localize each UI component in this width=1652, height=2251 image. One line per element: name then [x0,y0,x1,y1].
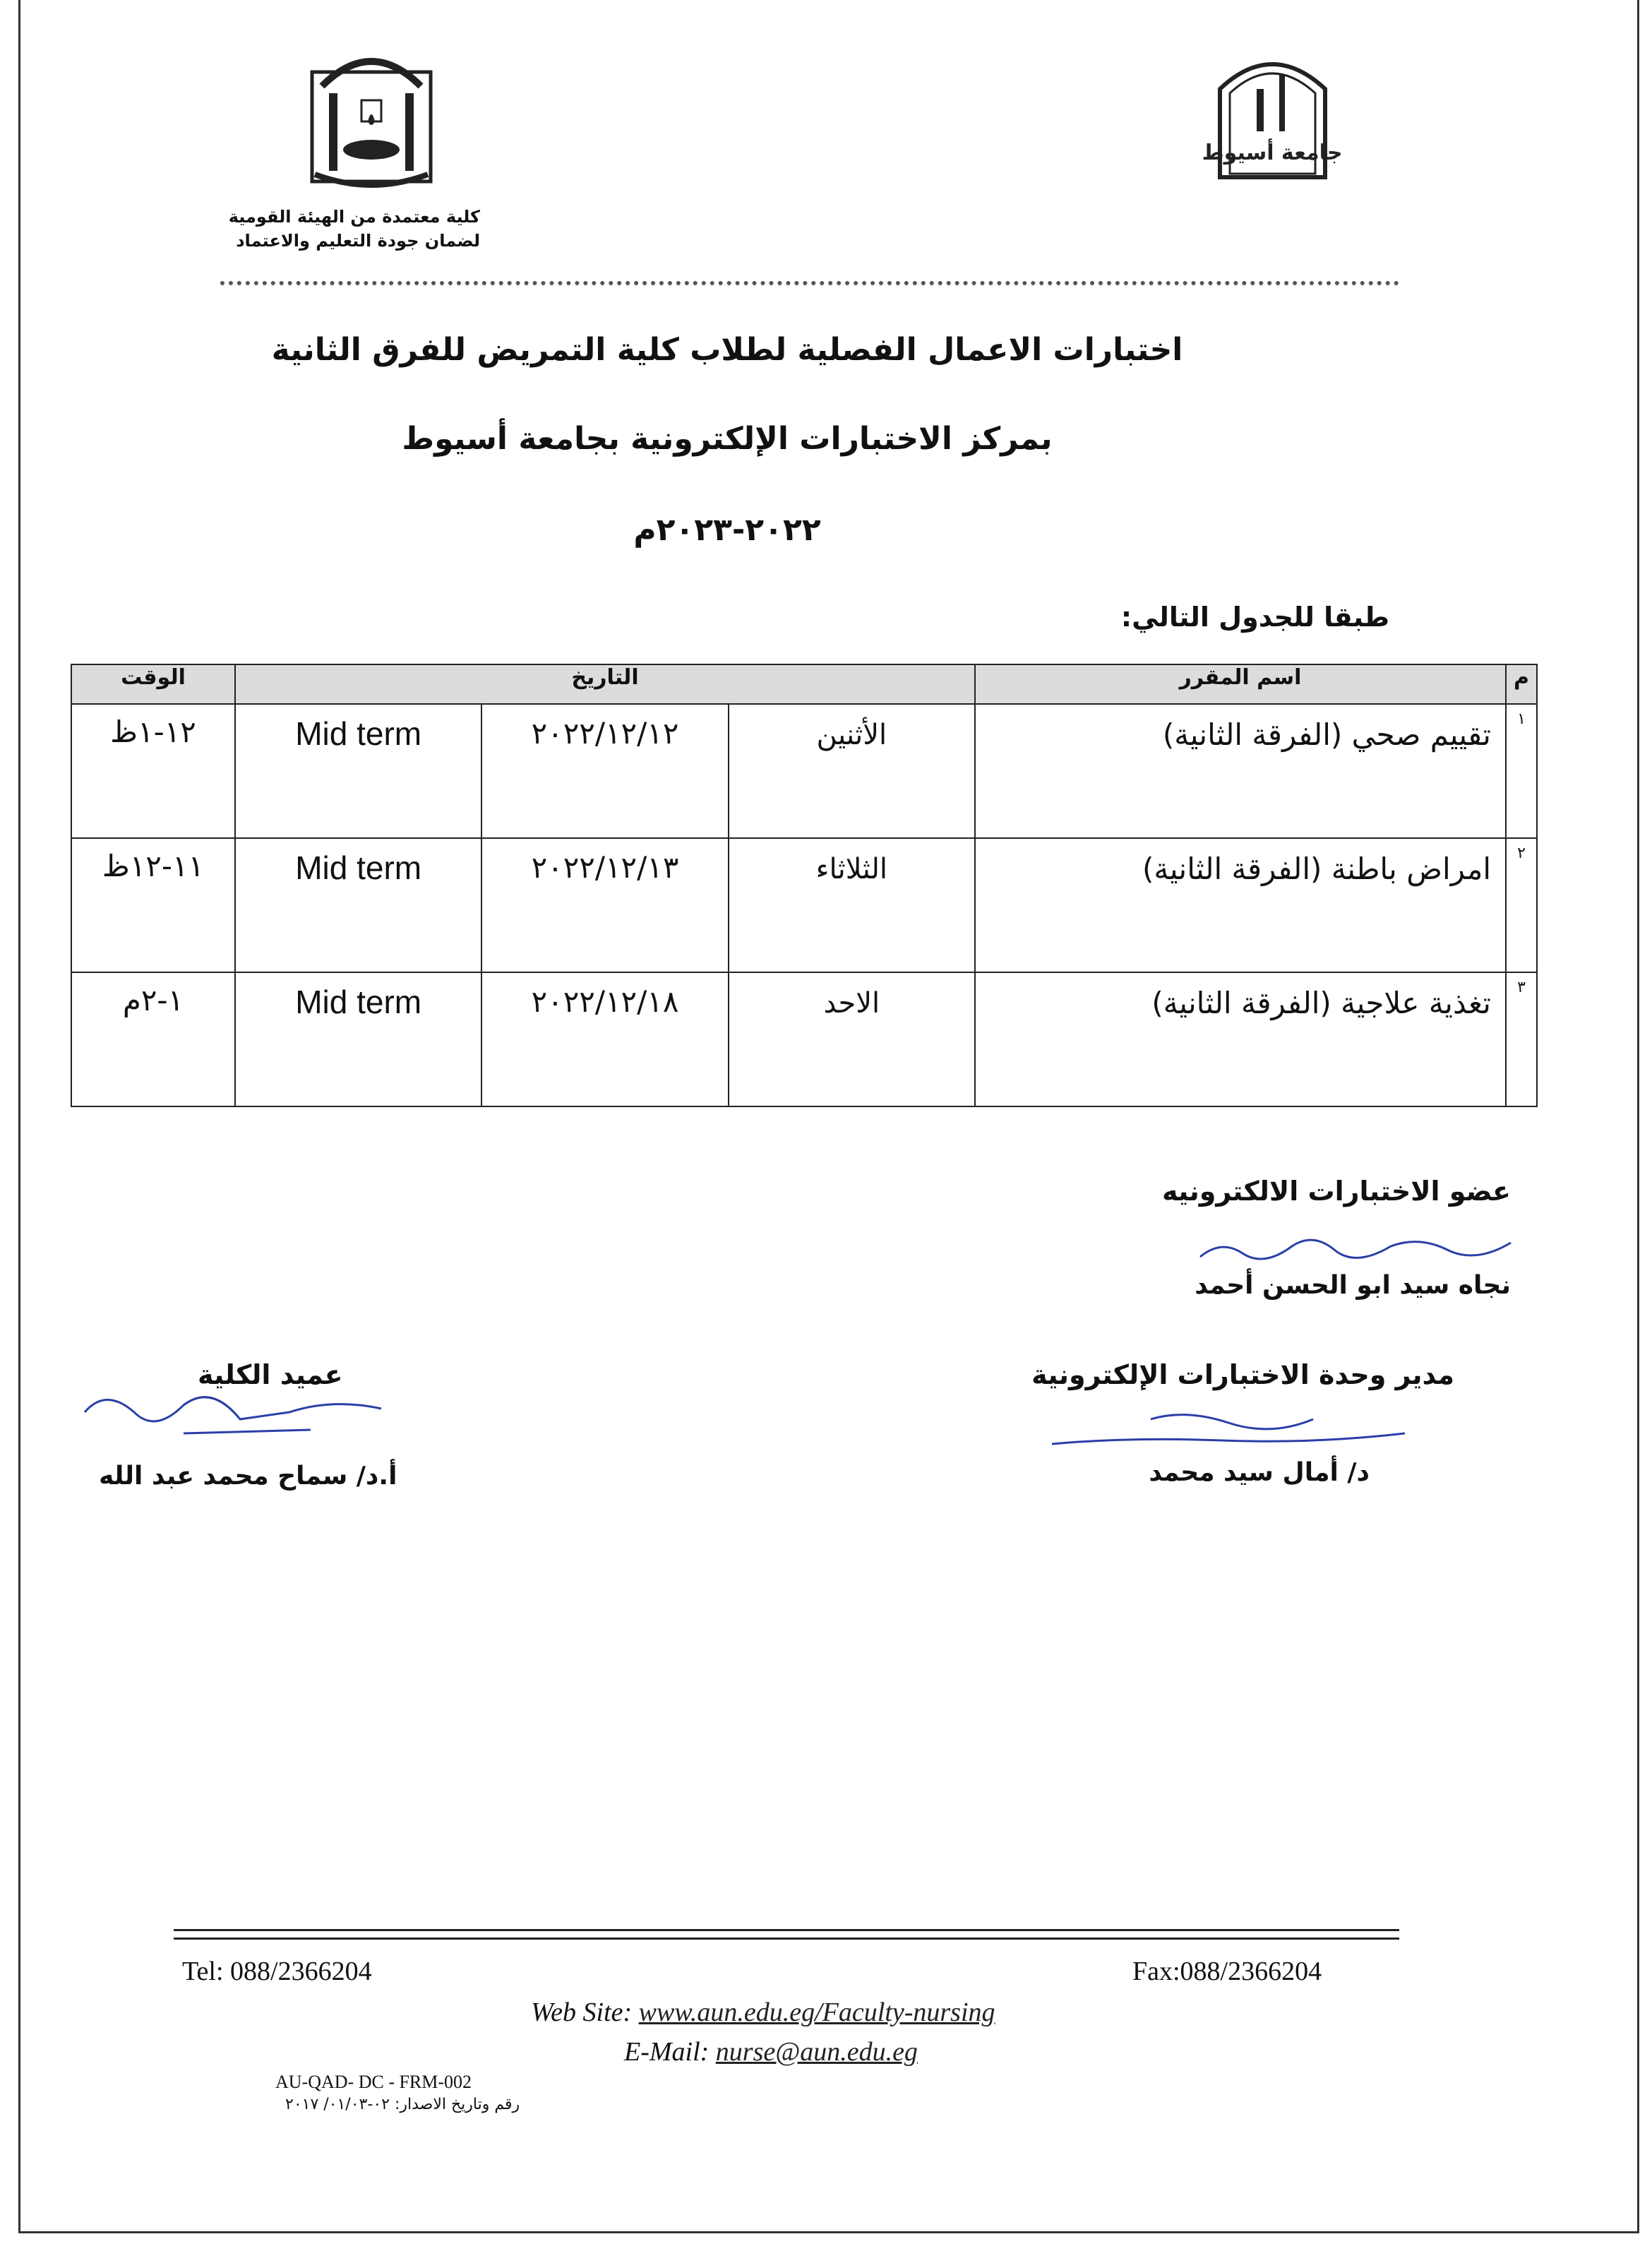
director-title: مدير وحدة الاختبارات الإلكترونية [1031,1359,1454,1390]
exam-time: ١-٢م [71,972,235,1106]
page-title-line-2: بمركز الاختبارات الإلكترونية بجامعة أسيوط [402,421,1053,457]
member-name: نجاه سيد ابو الحسن أحمد [1195,1271,1511,1300]
dean-signature [78,1384,388,1455]
exam-day: الأثنين [729,704,975,838]
exam-type: Mid term [235,704,481,838]
course-name: امراض باطنة (الفرقة الثانية) [975,838,1506,972]
dean-title: عميد الكلية [198,1359,343,1390]
table-row [71,838,1537,972]
faculty-of-nursing-logo [308,44,435,185]
row-number: ٣ [1506,972,1537,1106]
issue-info: رقم وتاريخ الاصدار: ٠٢-٠١/٠٣/ ٢٠١٧ [285,2096,520,2113]
website-label: Web Site: [531,1998,639,2027]
exam-date: ٢٠٢٢/١٢/١٣ [481,838,728,972]
university-logo-text: جامعة أسيوط [1202,141,1343,165]
footer-fax: Fax:088/2366204 [1132,1957,1322,1986]
exam-date: ٢٠٢٢/١٢/١٨ [481,972,728,1106]
table-row [71,704,1537,838]
email-label: E-Mail: [624,2037,716,2067]
website-link[interactable]: www.aun.edu.eg/Faculty-nursing [638,1998,995,2027]
header-time: الوقت [71,664,235,704]
course-name: تغذية علاجية (الفرقة الثانية) [975,972,1506,1106]
exam-day: الاحد [729,972,975,1106]
exam-time: ١١-١٢ظ [71,838,235,972]
footer-rule-top [174,1929,1399,1931]
exam-day: الثلاثاء [729,838,975,972]
dean-name: أ.د/ سماح محمد عبد الله [99,1462,397,1491]
header-divider [220,281,1399,285]
footer-email [624,2036,918,2067]
member-title: عضو الاختبارات الالكترونيه [1161,1176,1511,1207]
exam-schedule-table [71,664,1538,1107]
footer-website [531,1997,995,2028]
table-header-row [71,664,1537,704]
assiut-university-logo [1202,40,1343,181]
accreditation-note [212,205,480,253]
exam-date: ٢٠٢٢/١٢/١٢ [481,704,728,838]
course-name: تقييم صحي (الفرقة الثانية) [975,704,1506,838]
footer-tel: Tel: 088/2366204 [182,1957,372,1986]
table-row [71,972,1537,1106]
academic-year: ٢٠٢٢-٢٠٢٣م [633,512,821,548]
form-code: AU-QAD- DC - FRM-002 [275,2072,472,2092]
exam-time: ١٢-١ظ [71,704,235,838]
header-date: التاريخ [235,664,975,704]
member-signature [1193,1225,1518,1267]
director-signature [1045,1405,1412,1455]
header-course: اسم المقرر [975,664,1506,704]
page-title-line-1: اختبارات الاعمال الفصلية لطلاب كلية التمريض للفرق الثانية [271,332,1183,368]
email-link[interactable]: nurse@aun.edu.eg [715,2037,918,2067]
header-number: م [1506,664,1537,704]
accreditation-line-2: لضمان جودة التعليم والاعتماد [236,231,480,251]
accreditation-line-1: كلية معتمدة من الهيئة القومية [228,207,480,227]
intro-text: طبقا للجدول التالي: [1120,602,1389,633]
row-number: ٢ [1506,838,1537,972]
exam-type: Mid term [235,972,481,1106]
footer-rule-bottom [174,1937,1399,1940]
director-name: د/ أمال سيد محمد [1149,1458,1370,1487]
row-number: ١ [1506,704,1537,838]
exam-type: Mid term [235,838,481,972]
